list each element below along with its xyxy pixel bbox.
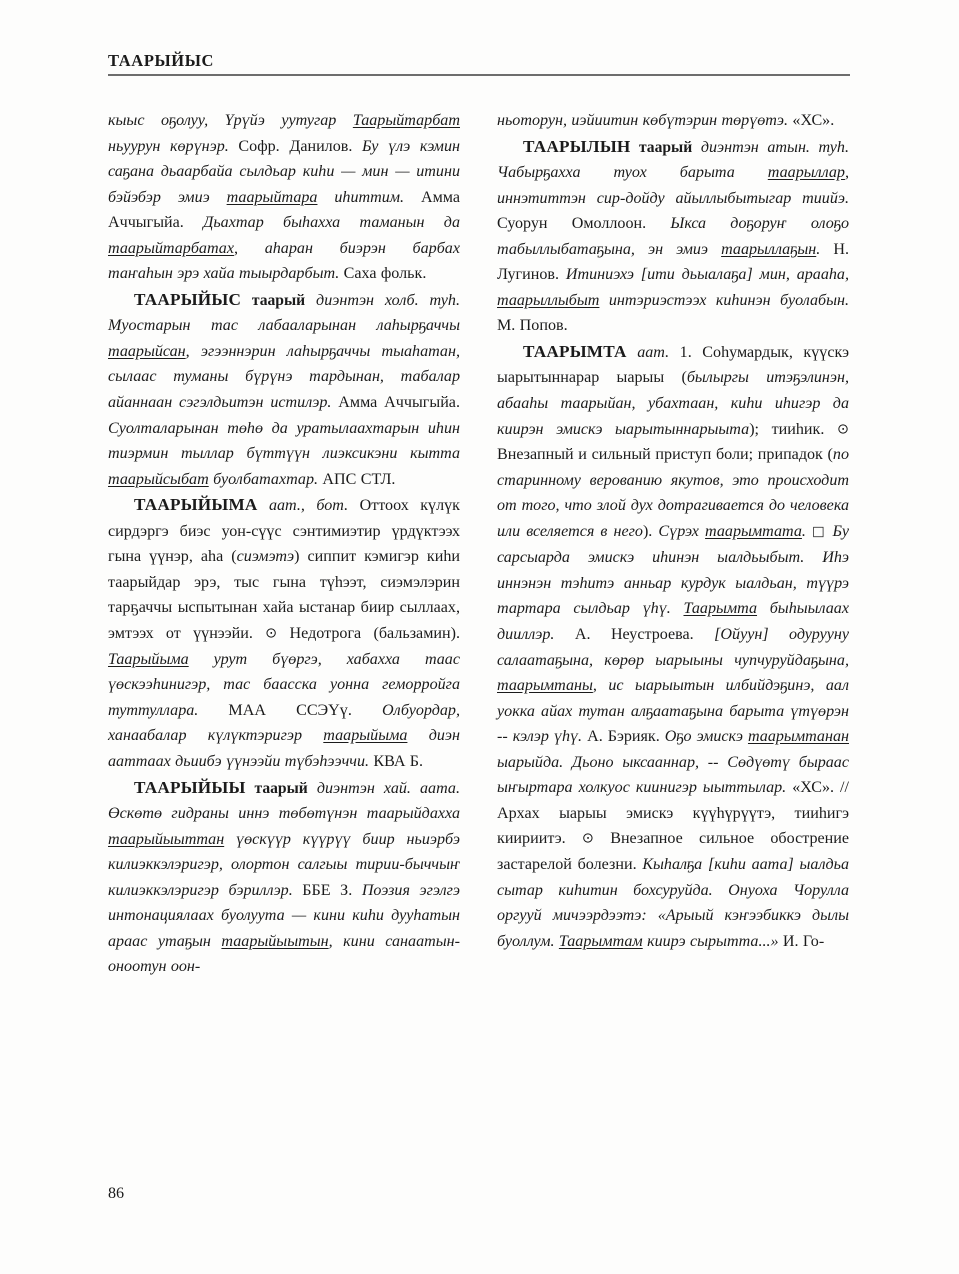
entry-text: «ХС». // Архах ыарыы эмискэ күүһүрүүтэ, тииһигэ киириитэ. <box>497 779 849 848</box>
entry-text: [Ойуун] одурууну салаатаҕына, көрөр ыарыыны чупчуруйдаҕына, <box>497 625 849 669</box>
entry-text: ) сиппит кэмигэр киһи таарыйдар эрэ, тыс гына түһээт, сиэмэлэрин тарҕаччы ыспытынан хайа ыстанар биир сыллаах, эмтээх от үүнээйи. <box>108 548 460 642</box>
entry-text: ); тииһик. <box>749 420 837 438</box>
column-left <box>108 108 460 1148</box>
entry-text: Внезапный и сильный приступ боли; припадок ( <box>497 446 833 464</box>
cited-form: Таарымта <box>683 600 758 618</box>
entry-text: Кыһалҕа [киһи аата] ыалдьа сытар киһитин бохсуруйда. Онуоха Чорулла оргууй мичээрдээтэ: «Арыый кэҥээбиккэ дылы буоллум. <box>497 856 849 950</box>
cited-form: Таарыйтарбат <box>352 112 460 129</box>
entry-text: М. Попов. <box>497 317 568 335</box>
entry-text: Софр. Данилов. <box>228 137 363 155</box>
entry-headword: ТААРЫЛЫН <box>523 136 631 156</box>
cited-form: таарыллыбыт <box>497 291 600 309</box>
entry-text: . <box>816 240 821 258</box>
cited-form: таарымтанан <box>747 728 849 746</box>
entry-text: ҕ <box>169 112 177 129</box>
entry-text: по старинному верованию якутов, это происходит от того, что злой дух дотрагивается до человека или вселяется в него <box>497 446 849 541</box>
entry-text: кыыс о <box>108 112 170 129</box>
entry-text: Бу сарсыарда эмискэ иһинэн ыалдьыбыт. Иһэ иннэнэн тэһитэ анньар курдук ыалдьан, түүрэ тартара сылдьар үһү. <box>497 523 849 618</box>
entry-text: буолбатахтар. <box>208 470 319 488</box>
entry-text: былыргы итэҕэлинэн, абааһы таарыйан, убахтаан, киһи иһигэр да киирэн эмискэ ыарытыннарыыта <box>497 369 849 438</box>
entry-text: Амма Аччыгыйа. <box>108 188 460 232</box>
cited-form: таарыйыыттан <box>108 830 225 848</box>
running-head <box>108 52 850 76</box>
entry-text: А. Неустроева. <box>554 625 715 643</box>
cited-form: таарыйсыбат <box>108 470 209 488</box>
entry-text: таарый <box>245 779 308 797</box>
entry-text: Дьахтар быһахха таманын да <box>203 214 460 232</box>
entry-headword: ТААРЫЙЫЫ <box>134 777 246 797</box>
carryover-paragraph <box>497 108 849 134</box>
entry-text: урут бүөргэ, хабахха таас үөскээһинигэр, тас баасска уонна геморройга туттуллара. <box>108 650 460 719</box>
cited-form: Таарыйыма <box>108 650 189 668</box>
column-right <box>497 108 849 1148</box>
entry-text: А. Бэрияк. <box>582 728 665 746</box>
entry-text: ). <box>642 523 659 541</box>
dictionary-entry <box>108 775 460 980</box>
entry-text: Сүрэх <box>658 523 706 541</box>
entry-text: Итиниэхэ [ити дьыалаҕа] мин, арааһа, <box>565 266 849 284</box>
entry-text: үөскүүр күүрүү биир ньиэрбэ килиэккэлэригэр, олортон салгыы тирии-быччыҥ килиэккэлэригэр бэриллэр. <box>108 830 460 899</box>
dictionary-entry <box>497 134 849 339</box>
entry-text: И. Го- <box>778 932 825 950</box>
entry-text: диэнтэн хай. аата. Өскөтө гидраны иннэ төбөтүнэн таарыйдахха <box>108 779 460 823</box>
entry-text: иһиттим. <box>317 188 405 206</box>
entry-text: 1. Соһумардык, күүскэ ыарытыннарар ыарыы ( <box>497 343 849 387</box>
entry-text: ҕ <box>122 163 130 181</box>
entry-text: , эгээннэрин лаһырҕаччы тыаһатан, сылаас туманы бүрүнэ тардынан, табалар айаннаан сэгэлдьитэн истилэр. <box>108 342 460 412</box>
cited-form: таарымтата <box>705 523 802 541</box>
cited-form: таарыйыма <box>323 727 408 745</box>
entry-text: диэн ааттаах дьиибэ үүнээйи түбэһээччи. <box>108 727 460 770</box>
entry-text: ньоторун, иэйиитин көбүтэрин төрүөтэ. <box>497 112 789 129</box>
cited-form: Таарымтам <box>558 932 643 950</box>
text-columns <box>108 108 850 1148</box>
running-head-rule <box>108 74 850 76</box>
entry-text: КВА Б. <box>369 752 424 770</box>
cited-form: таарымтаны <box>497 677 593 695</box>
entry-text: ньуурун көрүнэр. <box>108 137 229 155</box>
entry-headword: ТААРЫМТА <box>523 341 627 361</box>
entry-text: Саха фольк. <box>339 265 427 283</box>
entry-text: «ХС». <box>788 112 835 129</box>
entry-text: таарый <box>630 138 693 156</box>
sense-marker-icon: ⊙ <box>581 830 594 847</box>
entry-text: аат. <box>626 343 670 361</box>
cited-form: таарыйтарбатах <box>108 239 234 257</box>
entry-text: Суолталарынан төһө да уратылаахтарын иһин тиэрмин тыллар бүттүүн лиэксикэни кытта <box>108 419 460 463</box>
entry-text: Внезапное сильное обострение застарелой болезни. <box>497 830 849 874</box>
entry-text: Бу үлэ кэмин са <box>108 137 460 181</box>
entry-text: , ис ыарыытын илбийдэҕинэ, аал уокка айах тутан алҕаатаҕына барыта үтүөрэн -- кэлэр үһү. <box>497 677 849 746</box>
entry-text: , кини санаатын-оноотун оон- <box>108 932 460 976</box>
entry-text: Оҕо эмискэ <box>664 728 748 746</box>
entry-text: АПС СТЛ. <box>318 470 396 488</box>
entry-text: диэнтэн атын. туһ. Чабырҕахха туох барыта <box>497 138 849 182</box>
example-marker-icon: □ <box>812 524 827 540</box>
entry-text: Амма Аччыгыйа. <box>331 394 460 412</box>
entry-text: Ыкса доҕоруҥ олоҕо табыллыбатаҕына, эн эмиэ <box>497 215 849 258</box>
entry-text: Недотрога (бальзамин). <box>277 624 460 642</box>
entry-text: Суорун Омоллоон. <box>497 215 671 233</box>
running-head-title: ТААРЫЙЫС <box>108 51 215 70</box>
page-number: 86 <box>108 1185 125 1202</box>
cited-form: таарыллар <box>767 164 845 182</box>
entry-text: ББЕ З. <box>292 881 362 899</box>
dictionary-entry <box>108 287 460 492</box>
entry-text: Олбуордар, ханаабалар күлүктэригэр <box>108 701 460 745</box>
entry-text: олуу, Үрүйэ уутугар <box>176 112 353 129</box>
entry-text: Поэзия эгэлгэ интонациялаах буолуута — кини киһи дууһатын араас утаҕын <box>108 881 460 950</box>
entry-text: . <box>801 523 806 541</box>
entry-text: сиэмэтэ <box>236 548 295 566</box>
entry-text: диэнтэн холб. туһ. Муостарын тас лабааларынан лаһырҕаччы <box>108 291 460 335</box>
entry-text: таарый <box>241 291 306 309</box>
cited-form: таарыллаҕын <box>721 240 817 258</box>
entry-text: Н. Лугинов. <box>497 240 849 284</box>
cited-form: таарыйсан <box>108 342 186 360</box>
sense-marker-icon: ⊙ <box>836 420 849 437</box>
entry-text: интэриэстээх киһинэн буолабын. <box>599 291 849 309</box>
entry-text: ана дьаарбайа сылдьар киһи — мин — итини бэйэбэр эмиэ <box>108 163 460 206</box>
entry-headword: ТААРЫЙЫМА <box>134 495 258 515</box>
entry-headword: ТААРЫЙЫС <box>134 289 242 309</box>
cited-form: таарыйтара <box>226 188 318 206</box>
entry-text: быһыылаах дииллэр. <box>497 600 849 643</box>
dictionary-entry <box>108 492 460 774</box>
carryover-paragraph <box>108 108 460 287</box>
entry-text: , иннэтиттэн сир-дойду айыллыбытыгар тиийэ. <box>497 164 849 207</box>
cited-form: таарыйыытын <box>221 932 329 950</box>
entry-text: киирэ сырытта...» <box>642 932 779 950</box>
entry-text: , аһаран биэрэн барбах таҥаһын эрэ хайа тыырдарбыт. <box>108 239 460 283</box>
dictionary-entry <box>497 339 849 954</box>
entry-text: Оттоох күлүк сирдэргэ биэс уон-сүүс сэнтимиэтир үрдүктээх гына үүнэр, аһа ( <box>108 497 460 566</box>
entry-text: аат., бот. <box>257 497 349 515</box>
entry-text: ыарыйда. Дьоно ыксааннар, -- Сөдүөтү быраас ыҥыртара холкуос киинигэр ыыттылар. <box>497 753 849 797</box>
entry-text: МАА ССЭҮү. <box>198 701 382 719</box>
sense-marker-icon: ⊙ <box>265 625 278 642</box>
